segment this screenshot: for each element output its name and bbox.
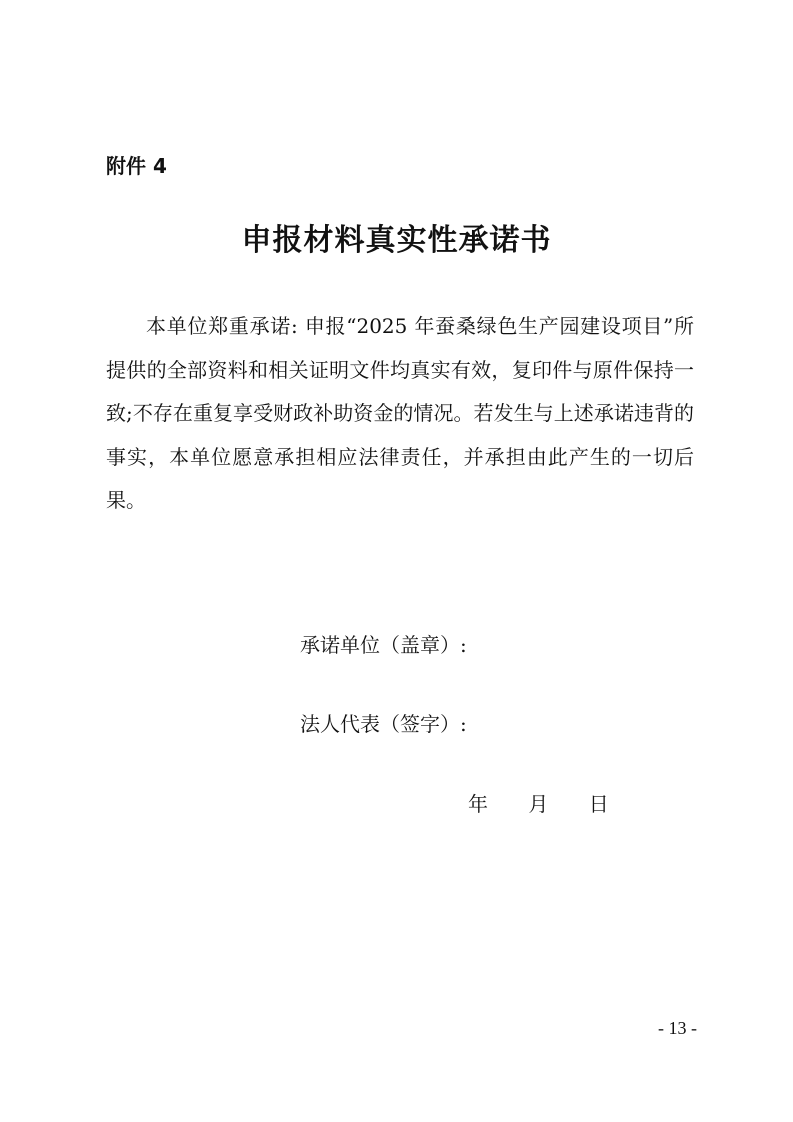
date-month-label: 月	[528, 792, 549, 816]
date-day-label: 日	[588, 792, 609, 816]
date-year-label: 年	[468, 792, 488, 816]
date-line	[468, 789, 609, 819]
committing-unit-label: 承诺单位（盖章）:	[300, 633, 467, 657]
legal-representative-label: 法人代表（签字）:	[300, 712, 467, 736]
document-title: 申报材料真实性承诺书	[241, 223, 552, 258]
attachment-label: 附件 4	[106, 154, 167, 178]
page-number: - 13 -	[658, 1018, 697, 1038]
commitment-paragraph: 本单位郑重承诺: 申报“2025 年蚕桑绿色生产园建设项目”所提供的全部资料和相关证明文件均真实有效，复印件与原件保持一致;不存在重复享受财政补助资金的情况。若发生与上述承诺违背的事实，本单位愿意承担相应法律责任，并承担由此产生的一切后果。	[106, 314, 694, 512]
